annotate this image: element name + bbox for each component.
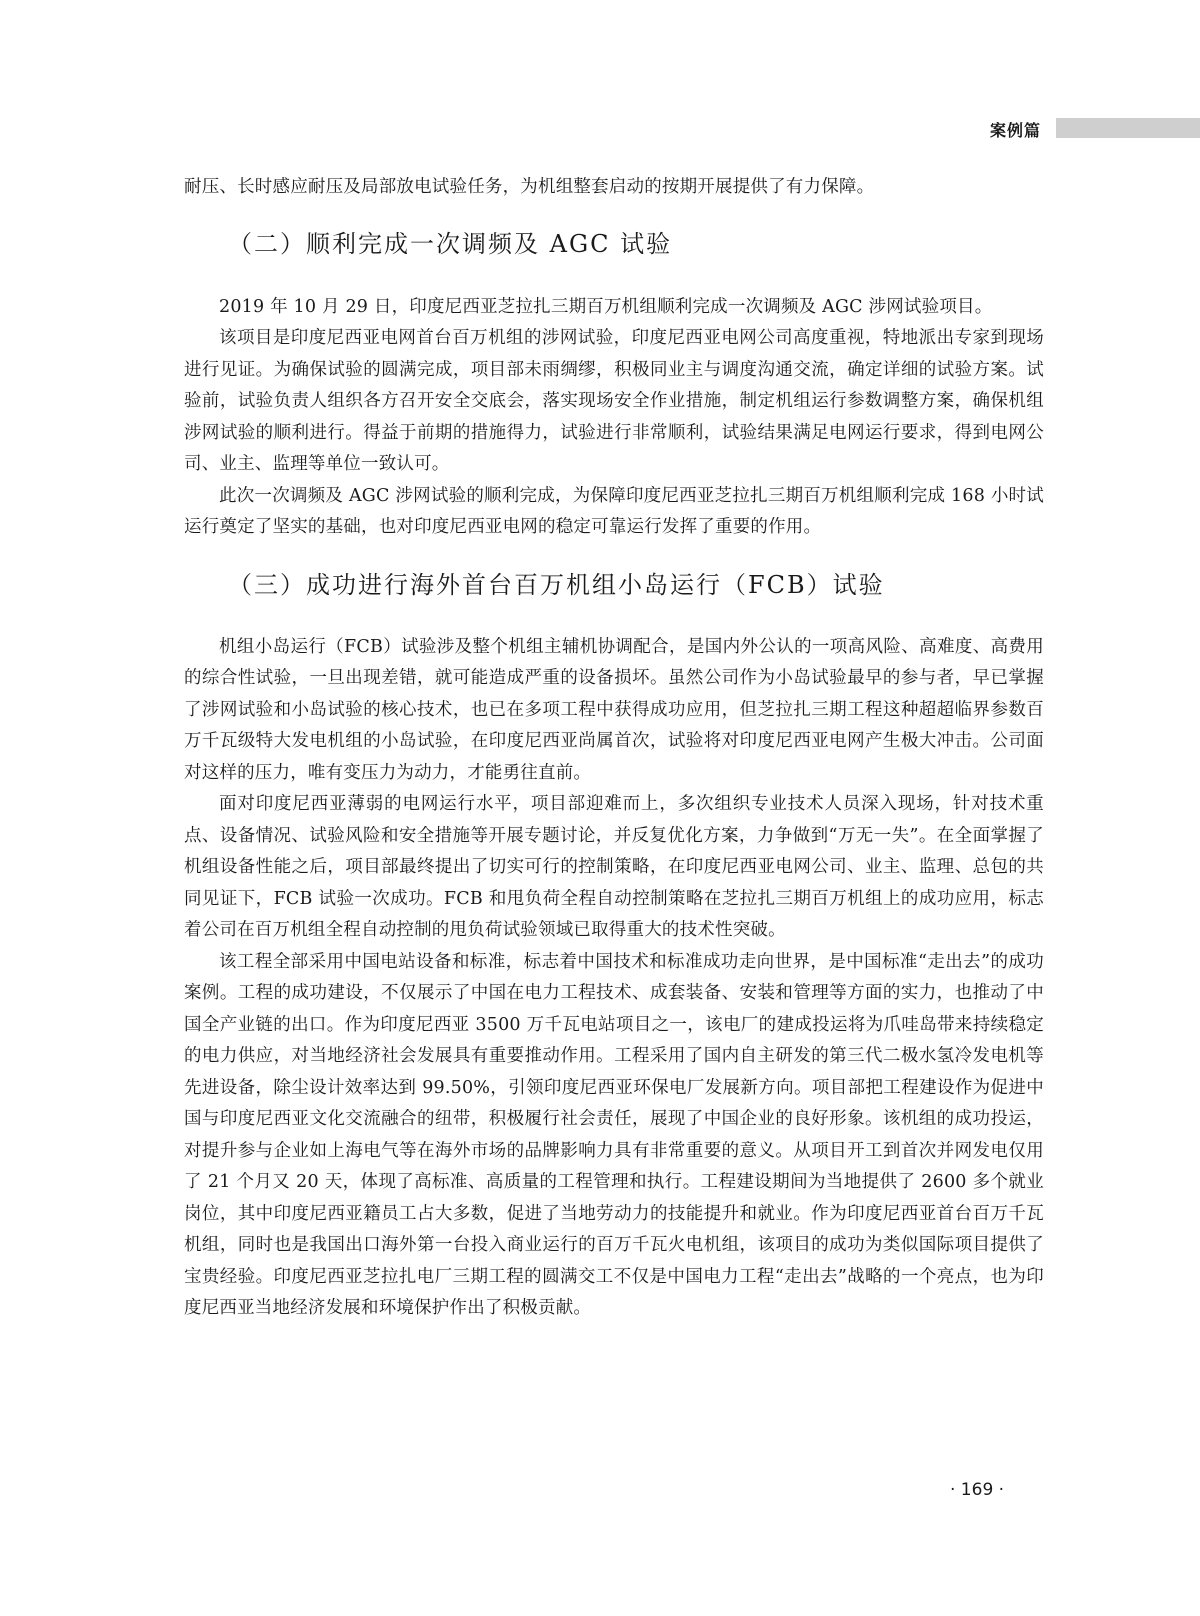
section-heading-2: （二）顺利完成一次调频及 AGC 试验: [228, 229, 673, 258]
running-header-bar: [1056, 118, 1200, 138]
paragraph: 此次一次调频及 AGC 涉网试验的顺利完成，为保障印度尼西亚芝拉扎三期百万机组顺利完成 168 小时试运行奠定了坚实的基础，也对印度尼西亚电网的稳定可靠运行发挥了重要的作用。: [184, 485, 1044, 537]
section-heading-3: （三）成功进行海外首台百万机组小岛运行（FCB）试验: [228, 570, 885, 599]
paragraph: 面对印度尼西亚薄弱的电网运行水平，项目部迎难而上，多次组织专业技术人员深入现场，针对技术重点、设备情况、试验风险和安全措施等开展专题讨论，并反复优化方案，力争做到“万无一失”。在全面掌握了机组设备性能之后，项目部最终提出了切实可行的控制策略，在印度尼西亚电网公司、业主、监理、总包的共同见证下，FCB 试验一次成功。FCB 和甩负荷全程自动控制策略在芝拉扎三期百万机组上的成功应用，标志着公司在百万机组全程自动控制的甩负荷试验领域已取得重大的技术性突破。: [184, 794, 1044, 940]
running-header-section: 案例篇: [990, 121, 1042, 140]
page-number: · 169 ·: [950, 1480, 1005, 1500]
paragraph: 该项目是印度尼西亚电网首台百万机组的涉网试验，印度尼西亚电网公司高度重视，特地派出专家到现场进行见证。为确保试验的圆满完成，项目部未雨绸缪，积极同业主与调度沟通交流，确定详细的试验方案。试验前，试验负责人组织各方召开安全交底会，落实现场安全作业措施，制定机组运行参数调整方案，确保机组涉网试验的顺利进行。得益于前期的措施得力，试验进行非常顺利，试验结果满足电网运行要求，得到电网公司、业主、监理等单位一致认可。: [184, 328, 1044, 474]
paragraph-continued: 耐压、长时感应耐压及局部放电试验任务，为机组整套启动的按期开展提供了有力保障。: [184, 177, 875, 197]
paragraph: 机组小岛运行（FCB）试验涉及整个机组主辅机协调配合，是国内外公认的一项高风险、高难度、高费用的综合性试验，一旦出现差错，就可能造成严重的设备损坏。虽然公司作为小岛试验最早的参与者，早已掌握了涉网试验和小岛试验的核心技术，也已在多项工程中获得成功应用，但芝拉扎三期工程这种超超临界参数百万千瓦级特大发电机组的小岛试验，在印度尼西亚尚属首次，试验将对印度尼西亚电网产生极大冲击。公司面对这样的压力，唯有变压力为动力，才能勇往直前。: [184, 636, 1044, 783]
paragraph: 该工程全部采用中国电站设备和标准，标志着中国技术和标准成功走向世界，是中国标准“走出去”的成功案例。工程的成功建设，不仅展示了中国在电力工程技术、成套装备、安装和管理等方面的实力，也推动了中国全产业链的出口。作为印度尼西亚 3500 万千瓦电站项目之一，该电厂的建成投运将为爪哇岛带来持续稳定的电力供应，对当地经济社会发展具有重要推动作用。工程采用了国内自主研发的第三代二极水氢冷发电机等先进设备，除尘设计效率达到 99.50%，引领印度尼西亚环保电厂发展新方向。项目部把工程建设作为促进中国与印度尼西亚文化交流融合的纽带，积极履行社会责任，展现了中国企业的良好形象。该机组的成功投运，对提升参与企业如上海电气等在海外市场的品牌影响力具有非常重要的意义。从项目开工到首次并网发电仅用了 21 个月又 20 天，体现了高标准、高质量的工程管理和执行。工程建设期间为当地提供了 2600 多个就业岗位，其中印度尼西亚籍员工占大多数，促进了当地劳动力的技能提升和就业。作为印度尼西亚首台百万千瓦机组，同时也是我国出口海外第一台投入商业运行的百万千瓦火电机组，该项目的成功为类似国际项目提供了宝贵经验。印度尼西亚芝拉扎电厂三期工程的圆满交工不仅是中国电力工程“走出去”战略的一个亮点，也为印度尼西亚当地经济发展和环境保护作出了积极贡献。: [184, 951, 1044, 1318]
paragraph: 2019 年 10 月 29 日，印度尼西亚芝拉扎三期百万机组顺利完成一次调频及 AGC 涉网试验项目。: [219, 296, 993, 317]
page-body: [184, 172, 1044, 1325]
